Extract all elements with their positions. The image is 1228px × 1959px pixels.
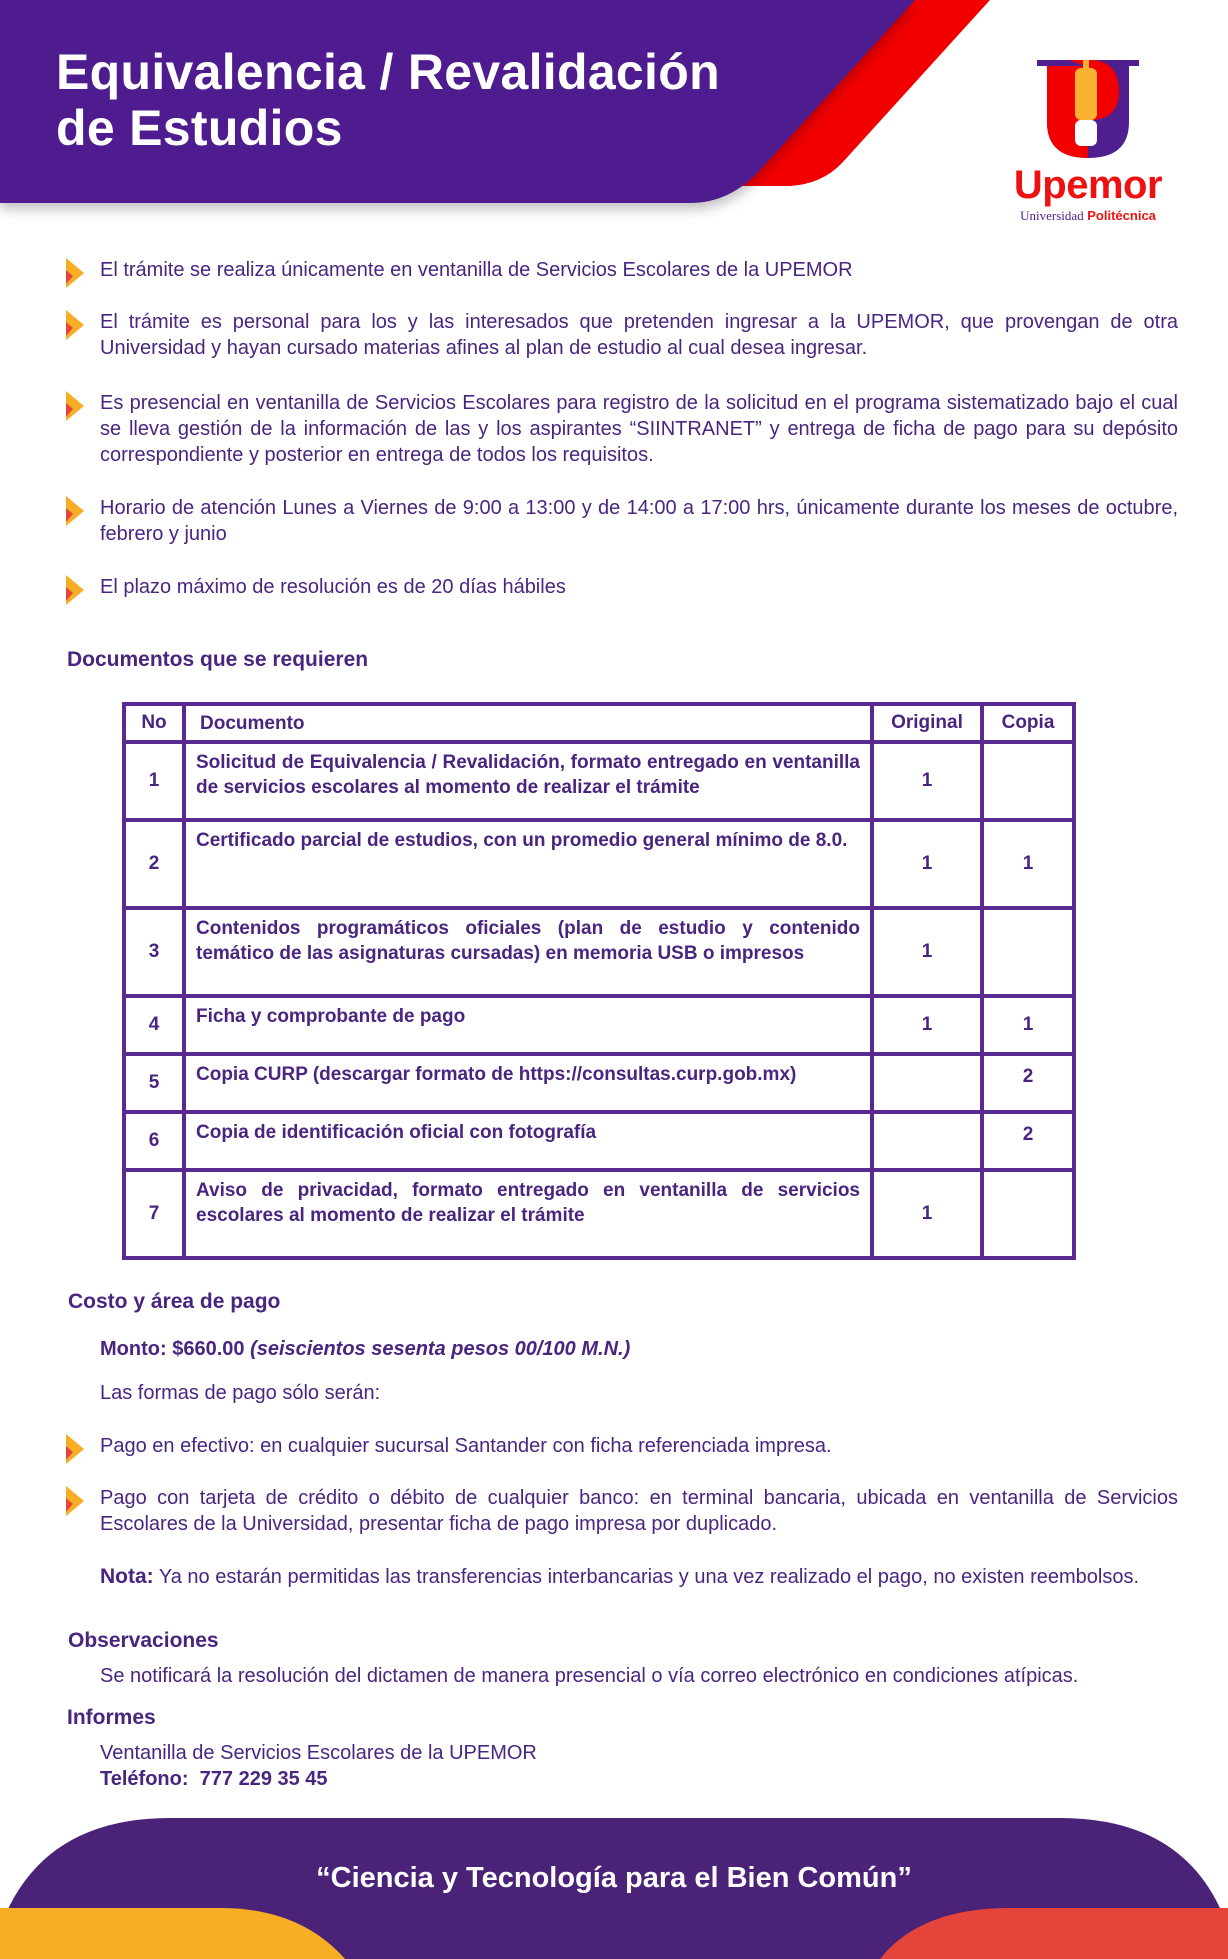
title-line-1: Equivalencia / Revalidación	[56, 44, 720, 100]
chevron-arrow-icon	[66, 575, 88, 605]
cell-copia	[982, 742, 1074, 820]
cell-original: 1	[872, 996, 982, 1054]
cell-copia	[982, 1170, 1074, 1258]
cell-documento: Copia de identificación oficial con fotografía	[184, 1112, 872, 1170]
cell-copia	[982, 908, 1074, 996]
observations-text: Se notificará la resolución del dictamen de manera presencial o vía correo electrónico en condiciones atípicas.	[100, 1665, 1079, 1687]
contact-location: Ventanilla de Servicios Escolares de la UPEMOR	[100, 1742, 537, 1764]
cell-documento: Certificado parcial de estudios, con un promedio general mínimo de 8.0.	[184, 820, 872, 908]
cell-no: 6	[124, 1112, 184, 1170]
contact-heading: Informes	[67, 1706, 156, 1729]
intro-bullet	[66, 309, 1178, 361]
table-row	[124, 742, 1074, 820]
amount-value: $660.00	[172, 1338, 245, 1360]
upemor-logo	[1003, 60, 1173, 230]
chevron-arrow-icon	[66, 391, 88, 421]
table-row	[124, 1112, 1074, 1170]
chevron-arrow-icon	[66, 1486, 88, 1516]
cell-copia: 2	[982, 1054, 1074, 1112]
chevron-arrow-icon	[66, 310, 88, 340]
logo-subtitle-universidad: Universidad	[1020, 208, 1084, 223]
cell-original	[872, 1054, 982, 1112]
bullet-text: Es presencial en ventanilla de Servicios Escolares para registro de la solicitud en el programa sistematizado bajo el cual se lleva gestión de la información de las y los aspirantes “SIINTRANET” y entrega de ficha de pago para su depósito correspondiente y posterior en entrega de todos los requisitos.	[100, 392, 1178, 466]
documents-heading: Documentos que se requieren	[67, 648, 369, 671]
amount-label: Monto:	[100, 1338, 167, 1360]
cell-no: 4	[124, 996, 184, 1054]
note-text: Ya no estarán permitidas las transferencias interbancarias y una vez realizado el pago, no existen reembolsos.	[158, 1566, 1140, 1588]
cell-documento: Copia CURP (descargar formato de https://consultas.curp.gob.mx)	[184, 1054, 872, 1112]
intro-bullet	[66, 574, 1178, 600]
amount-words: (seiscientos sesenta pesos 00/100 M.N.)	[250, 1338, 631, 1360]
intro-bullet	[66, 495, 1178, 547]
cell-no: 1	[124, 742, 184, 820]
bullet-text: Pago con tarjeta de crédito o débito de cualquier banco: en terminal bancaria, ubicada en ventanilla de Servicios Escolares de la Universidad, presentar ficha de pago impresa por duplicado.	[100, 1487, 1178, 1535]
observations-heading: Observaciones	[68, 1629, 219, 1652]
contact-phone	[100, 1766, 1178, 1792]
cell-documento: Solicitud de Equivalencia / Revalidación, formato entregado en ventanilla de servicios escolares al momento de realizar el trámite	[184, 742, 872, 820]
cell-copia: 1	[982, 996, 1074, 1054]
phone-label: Teléfono:	[100, 1768, 189, 1790]
bullet-text: Pago en efectivo: en cualquier sucursal Santander con ficha referenciada impresa.	[100, 1435, 832, 1457]
bullet-text: Horario de atención Lunes a Viernes de 9:00 a 13:00 y de 14:00 a 17:00 hrs, únicamente durante los meses de octubre, febrero y junio	[100, 497, 1178, 545]
column-header-copia: Copia	[982, 704, 1074, 742]
column-header-no: No	[124, 704, 184, 742]
intro-bullet	[66, 390, 1178, 468]
cell-original: 1	[872, 742, 982, 820]
logo-subtitle	[1003, 208, 1173, 224]
phone-value: 777 229 35 45	[199, 1768, 328, 1790]
cell-documento: Aviso de privacidad, formato entregado en ventanilla de servicios escolares al momento de realizar el trámite	[184, 1170, 872, 1258]
payment-note	[100, 1564, 1178, 1590]
column-header-documento: Documento	[184, 704, 872, 742]
table-header-row	[124, 704, 1074, 742]
table-row	[124, 908, 1074, 996]
page-title	[56, 44, 720, 156]
table-row	[124, 820, 1074, 908]
payment-heading: Costo y área de pago	[68, 1290, 281, 1313]
footer-motto: “Ciencia y Tecnología para el Bien Común”	[316, 1862, 912, 1894]
cell-no: 3	[124, 908, 184, 996]
cell-original	[872, 1112, 982, 1170]
chevron-arrow-icon	[66, 496, 88, 526]
payment-methods-intro: Las formas de pago sólo serán:	[100, 1382, 381, 1404]
payment-method-bullet	[66, 1433, 1178, 1459]
cell-documento: Contenidos programáticos oficiales (plan de estudio y contenido temático de las asignaturas cursadas) en memoria USB o impresos	[184, 908, 872, 996]
bullet-text: El plazo máximo de resolución es de 20 días hábiles	[100, 576, 566, 598]
note-label: Nota:	[100, 1565, 154, 1588]
documents-table	[122, 702, 1076, 1260]
cell-documento: Ficha y comprobante de pago	[184, 996, 872, 1054]
table-row	[124, 1054, 1074, 1112]
amount-line	[100, 1336, 1178, 1362]
cell-copia: 2	[982, 1112, 1074, 1170]
cell-no: 5	[124, 1054, 184, 1112]
bullet-text: El trámite se realiza únicamente en ventanilla de Servicios Escolares de la UPEMOR	[100, 259, 853, 281]
title-line-2: de Estudios	[56, 100, 343, 156]
chevron-arrow-icon	[66, 1434, 88, 1464]
upemor-u-emblem-icon	[1033, 60, 1143, 160]
cell-original: 1	[872, 820, 982, 908]
chevron-arrow-icon	[66, 258, 88, 288]
logo-subtitle-politecnica: Politécnica	[1087, 208, 1156, 223]
logo-wordmark: Upemor	[1013, 163, 1163, 207]
cell-no: 2	[124, 820, 184, 908]
table-row	[124, 996, 1074, 1054]
cell-no: 7	[124, 1170, 184, 1258]
cell-original: 1	[872, 908, 982, 996]
payment-method-bullet	[66, 1485, 1178, 1537]
bullet-text: El trámite es personal para los y las interesados que pretenden ingresar a la UPEMOR, que provengan de otra Universidad y hayan cursado materias afines al plan de estudio al cual desea ingresar.	[100, 311, 1178, 359]
cell-copia: 1	[982, 820, 1074, 908]
cell-original: 1	[872, 1170, 982, 1258]
column-header-original: Original	[872, 704, 982, 742]
table-row	[124, 1170, 1074, 1258]
intro-bullet	[66, 257, 1178, 283]
